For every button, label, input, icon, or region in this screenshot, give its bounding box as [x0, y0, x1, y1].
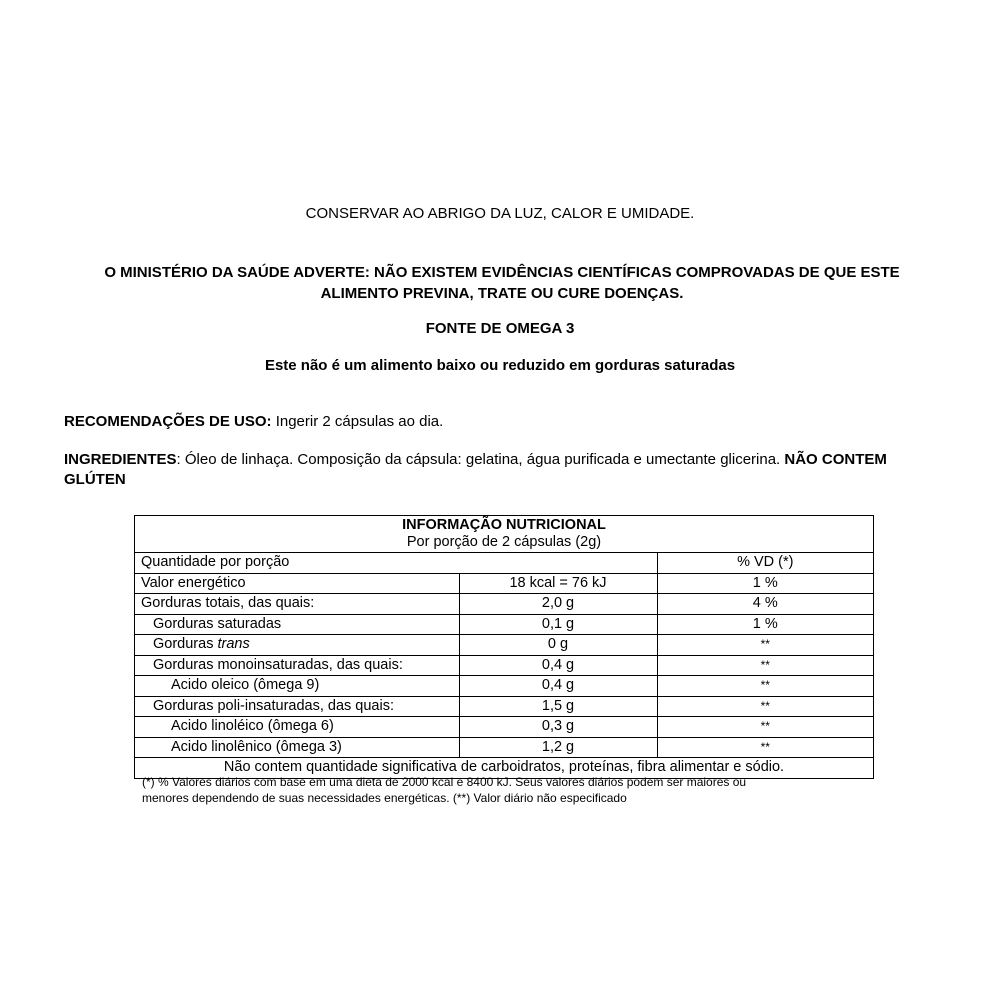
usage-text: Ingerir 2 cápsulas ao dia.	[271, 413, 444, 430]
nutrient-daily-value: **	[657, 696, 873, 717]
nutrient-amount: 1,5 g	[459, 696, 657, 717]
nutrient-name: Valor energético	[135, 573, 459, 594]
table-row	[135, 717, 873, 738]
nutrient-amount: 0,3 g	[459, 717, 657, 738]
health-ministry-warning	[60, 262, 944, 304]
nutrient-name: Gorduras monoinsaturadas, das quais:	[135, 655, 459, 676]
table-row	[135, 635, 873, 656]
nutrient-name: Gorduras saturadas	[135, 614, 459, 635]
nutrient-daily-value: 1 %	[657, 614, 873, 635]
trans-fat-prefix: Gorduras	[153, 636, 218, 653]
nutrient-daily-value: 1 %	[657, 573, 873, 594]
nutrient-name: Acido oleico (ômega 9)	[135, 676, 459, 697]
table-row	[135, 655, 873, 676]
ingredients-paragraph	[64, 450, 904, 490]
nutrient-amount: 18 kcal = 76 kJ	[459, 573, 657, 594]
nutrient-name	[135, 635, 459, 656]
nutrient-name: Acido linoléico (ômega 6)	[135, 717, 459, 738]
table-row	[135, 573, 873, 594]
table-header-row	[135, 553, 873, 573]
nutrient-daily-value: **	[657, 737, 873, 758]
nutrient-amount: 0,4 g	[459, 676, 657, 697]
nutrient-amount: 1,2 g	[459, 737, 657, 758]
footnote-line-2: menores dependendo de suas necessidades energéticas. (**) Valor diário não especificado	[142, 791, 627, 805]
nutrition-title: INFORMAÇÃO NUTRICIONAL	[402, 517, 606, 533]
nutrition-footer-note: Não contem quantidade significativa de carboidratos, proteínas, fibra alimentar e sódio.	[135, 758, 873, 778]
nutrient-name: Acido linolênico (ômega 3)	[135, 737, 459, 758]
nutrition-grid	[135, 553, 873, 778]
storage-instruction: CONSERVAR AO ABRIGO DA LUZ, CALOR E UMIDADE.	[305, 205, 695, 222]
serving-size: Por porção de 2 cápsulas (2g)	[406, 534, 602, 550]
nutrient-amount: 0 g	[459, 635, 657, 656]
header-quantity: Quantidade por porção	[135, 553, 657, 573]
nutrient-daily-value: **	[657, 676, 873, 697]
header-daily-value: % VD (*)	[657, 553, 873, 573]
daily-value-footnote	[142, 774, 862, 806]
warning-line-2: ALIMENTO PREVINA, TRATE OU CURE DOENÇAS.	[320, 285, 684, 302]
table-row	[135, 594, 873, 615]
gluten-statement: NÃO CONTEM GLÚTEN	[64, 451, 887, 488]
warning-line-1: O MINISTÉRIO DA SAÚDE ADVERTE: NÃO EXISTEM EVIDÊNCIAS CIENTÍFICAS COMPROVADAS DE QUE ESTE	[104, 264, 900, 281]
nutrition-header	[135, 516, 873, 553]
nutrient-amount: 2,0 g	[459, 594, 657, 615]
usage-label: RECOMENDAÇÕES DE USO:	[64, 413, 272, 430]
table-row	[135, 737, 873, 758]
nutrient-daily-value: **	[657, 635, 873, 656]
ingredients-text: : Óleo de linhaça. Composição da cápsula: gelatina, água purificada e umectante glicerina.	[176, 451, 785, 468]
nutrient-name: Gorduras totais, das quais:	[135, 594, 459, 615]
table-row	[135, 676, 873, 697]
nutrient-daily-value: **	[657, 655, 873, 676]
nutrition-facts-table	[134, 515, 874, 779]
trans-fat-italic: trans	[217, 636, 250, 653]
saturated-fat-note: Este não é um alimento baixo ou reduzido em gorduras saturadas	[264, 357, 736, 374]
nutrient-amount: 0,4 g	[459, 655, 657, 676]
table-row	[135, 696, 873, 717]
omega-source-claim: FONTE DE OMEGA 3	[425, 320, 575, 337]
footnote-line-1: (*) % Valores diários com base em uma dieta de 2000 kcal e 8400 kJ. Seus valores diários podem ser maiores ou	[142, 775, 747, 789]
ingredients-label: INGREDIENTES	[64, 451, 177, 468]
table-row	[135, 614, 873, 635]
nutrient-daily-value: 4 %	[657, 594, 873, 615]
usage-recommendation	[64, 412, 904, 432]
nutrient-name: Gorduras poli-insaturadas, das quais:	[135, 696, 459, 717]
nutrient-amount: 0,1 g	[459, 614, 657, 635]
nutrient-daily-value: **	[657, 717, 873, 738]
